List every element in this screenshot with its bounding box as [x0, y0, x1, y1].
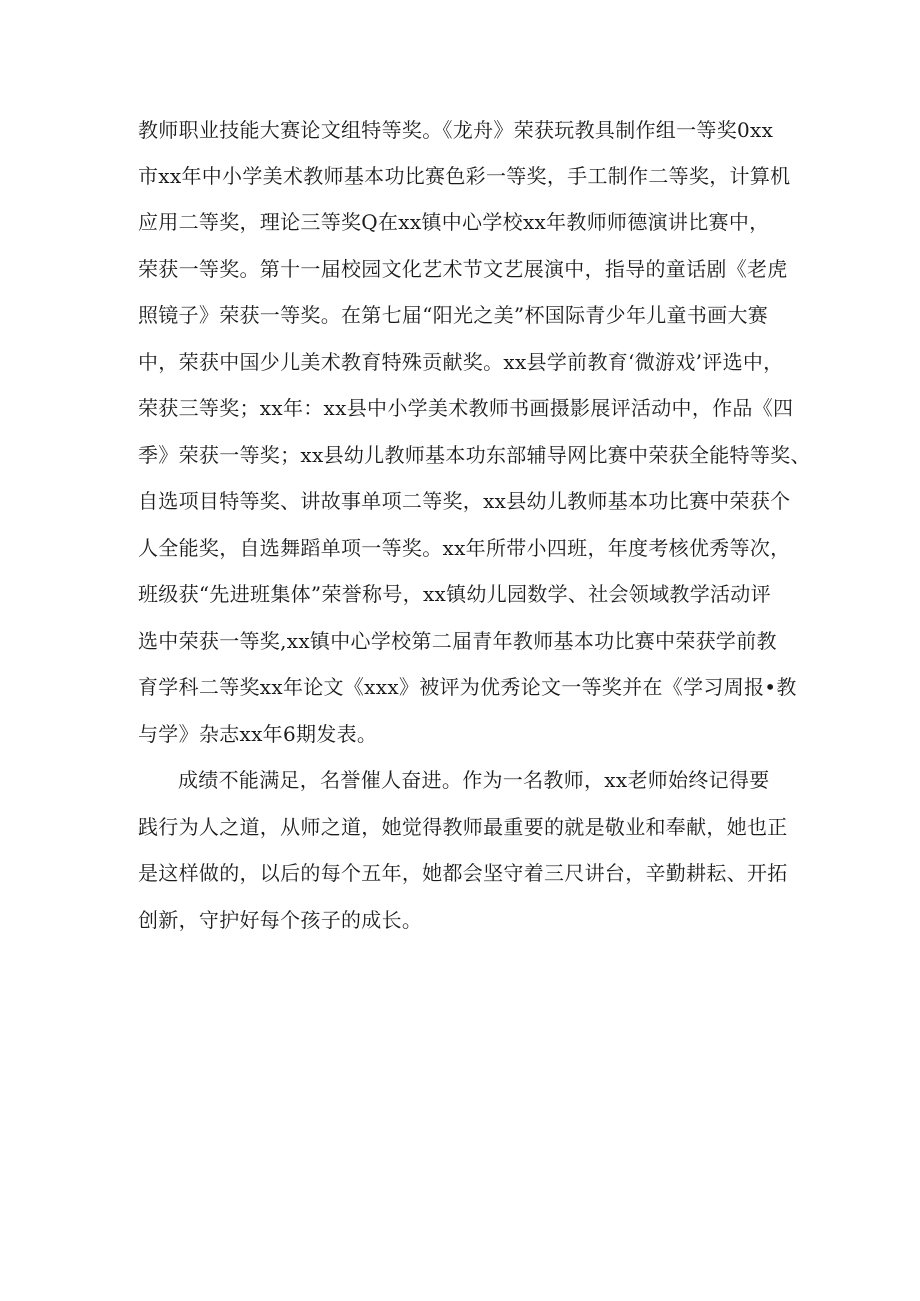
text-line: 成绩不能满足，名誉催人奋进。作为一名教师，xx老师始终记得要 — [178, 768, 770, 792]
text-line: 与学》杂志xx年6期发表。 — [138, 722, 378, 746]
text-line: 荣获三等奖；xx年：xx县中小学美术教师书画摄影展评活动中，作品《四 — [138, 396, 794, 420]
text-line: 中，荣获中国少儿美术教育特殊贡献奖。xx县学前教育‘微游戏’评选中， — [138, 350, 784, 374]
text-line: 是这样做的，以后的每个五年，她都会坚守着三尺讲台，辛勤耕耘、开拓 — [138, 861, 788, 885]
text-line: 践行为人之道，从师之道，她觉得教师最重要的就是敬业和奉献，她也正 — [138, 815, 788, 839]
text-line: 荣获一等奖。第十一届校园文化艺术节文艺展演中，指导的童话剧《老虎 — [138, 257, 788, 281]
text-line: 应用二等奖，理论三等奖Q在xx镇中心学校xx年教师师德演讲比赛中， — [138, 210, 770, 234]
text-line: 市xx年中小学美术教师基本功比赛色彩一等奖，手工制作二等奖，计算机 — [138, 164, 791, 188]
text-line: 教师职业技能大赛论文组特等奖。《龙舟》荣获玩教具制作组一等奖0xx — [138, 118, 774, 142]
text-line: 选中荣获一等奖,xx镇中心学校第二届青年教师基本功比赛中荣获学前教 — [138, 629, 777, 653]
text-line: 创新，守护好每个孩子的成长。 — [138, 908, 423, 932]
text-line: 育学科二等奖xx年论文《xxx》被评为优秀论文一等奖并在《学习周报•教 — [138, 675, 797, 699]
text-line: 季》荣获一等奖；xx县幼儿教师基本功东部辅导网比赛中荣获全能特等奖、 — [138, 443, 811, 467]
text-line: 人全能奖，自选舞蹈单项一等奖。xx年所带小四班，年度考核优秀等次， — [138, 536, 791, 560]
text-line: 班级获“先进班集体”荣誉称号，xx镇幼儿园数学、社会领域教学活动评 — [138, 582, 771, 606]
text-line: 照镜子》荣获一等奖。在第七届“阳光之美”杯国际青少年儿童书画大赛 — [138, 303, 769, 327]
text-line: 自选项目特等奖、讲故事单项二等奖，xx县幼儿教师基本功比赛中荣获个 — [138, 489, 791, 513]
